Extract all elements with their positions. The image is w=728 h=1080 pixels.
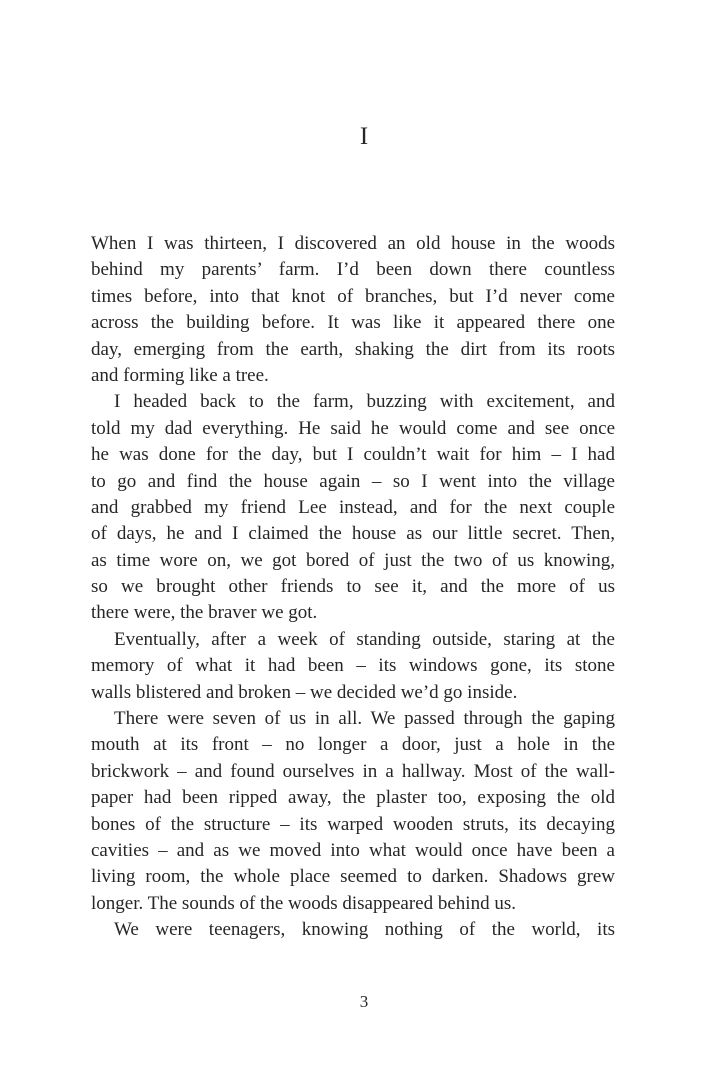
text-line: he was done for the day, but I couldn’t wait for him – I had bbox=[91, 444, 615, 466]
paragraph bbox=[91, 917, 615, 943]
text-line: walls blistered and broken – we decided we’d go inside. bbox=[91, 681, 518, 703]
text-line: cavities – and as we moved into what would once have been a bbox=[91, 839, 615, 861]
text-line: paper had been ripped away, the plaster too, exposing the old bbox=[91, 787, 615, 809]
chapter-number: I bbox=[359, 123, 369, 150]
text-line: bones of the structure – its warped wooden struts, its decaying bbox=[91, 813, 615, 835]
text-line: told my dad everything. He said he would come and see once bbox=[91, 417, 615, 439]
text-line: longer. The sounds of the woods disappeared behind us. bbox=[91, 892, 516, 914]
paragraph bbox=[91, 706, 615, 917]
text-line: times before, into that knot of branches, but I’d never come bbox=[91, 285, 615, 307]
page-number: 3 bbox=[359, 992, 369, 1011]
text-line: brickwork – and found ourselves in a hallway. Most of the wall- bbox=[91, 760, 615, 782]
text-line: There were seven of us in all. We passed through the gaping bbox=[114, 708, 615, 730]
text-line: and forming like a tree. bbox=[91, 364, 269, 386]
paragraph bbox=[91, 389, 615, 627]
text-line: living room, the whole place seemed to darken. Shadows grew bbox=[91, 866, 615, 888]
text-line: Eventually, after a week of standing outside, staring at the bbox=[114, 628, 615, 650]
paragraph bbox=[91, 627, 615, 706]
text-line: memory of what it had been – its windows gone, its stone bbox=[91, 655, 615, 677]
text-line: behind my parents’ farm. I’d been down there countless bbox=[91, 259, 615, 281]
text-line: as time wore on, we got bored of just the two of us knowing, bbox=[91, 549, 615, 571]
text-line: to go and find the house again – so I went into the village bbox=[91, 470, 615, 492]
text-line: of days, he and I claimed the house as our little secret. Then, bbox=[91, 523, 615, 545]
text-line: I headed back to the farm, buzzing with excitement, and bbox=[114, 391, 615, 413]
text-line: When I was thirteen, I discovered an old house in the woods bbox=[91, 233, 615, 254]
text-line: and grabbed my friend Lee instead, and for the next couple bbox=[91, 496, 615, 518]
body-text bbox=[91, 231, 615, 944]
text-line: day, emerging from the earth, shaking the dirt from its roots bbox=[91, 338, 615, 360]
text-line: there were, the braver we got. bbox=[91, 602, 318, 624]
text-line: so we brought other friends to see it, and the more of us bbox=[91, 576, 615, 598]
text-line: We were teenagers, knowing nothing of the world, its bbox=[114, 919, 615, 941]
paragraph bbox=[91, 231, 615, 389]
text-line: mouth at its front – no longer a door, just a hole in the bbox=[91, 734, 615, 756]
text-line: across the building before. It was like it appeared there one bbox=[91, 312, 615, 334]
